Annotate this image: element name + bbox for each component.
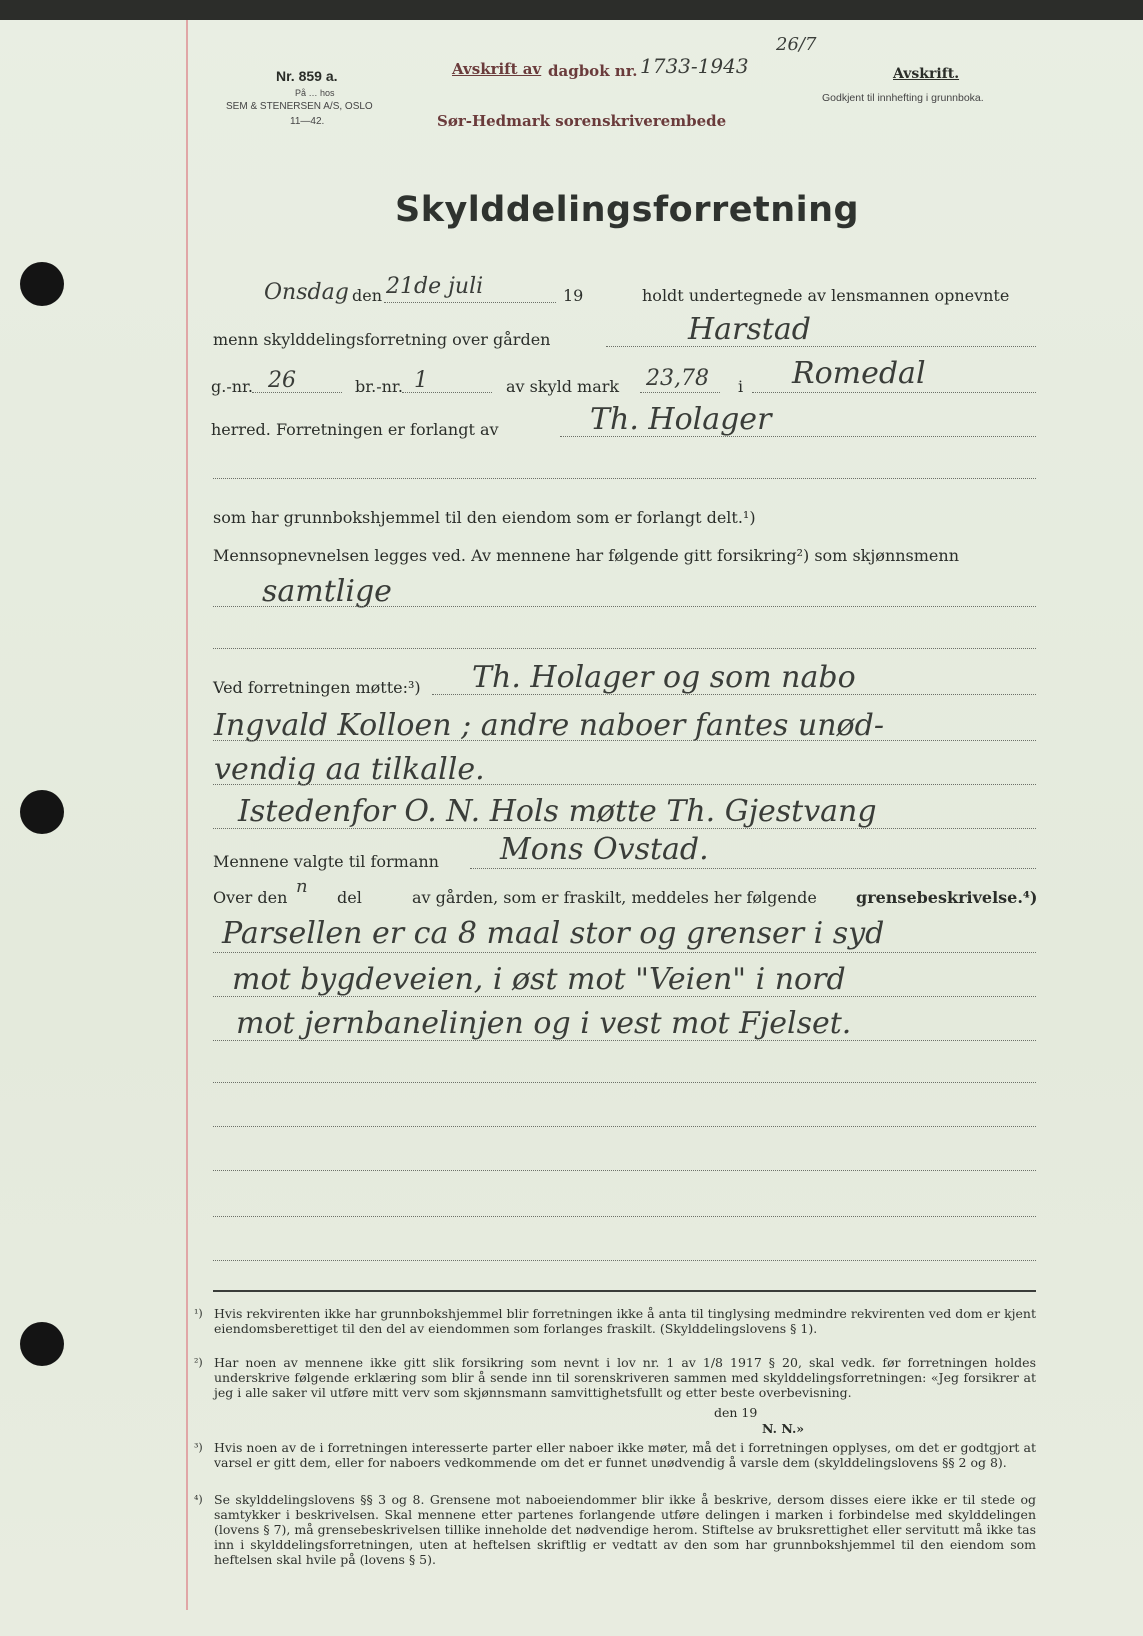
right-title: Avskrift. [893, 66, 960, 82]
footnote-text: Hvis rekvirenten ikke har grunnbokshjemmel blir forretningen ikke å anta til tinglysing medmindre rekvirenten ved dom er kjent eiendomsberettiget til den del av eiendommen som forlanges fraskilt. (Skylddelingslovens § 1). [214, 1306, 1036, 1336]
fill-line [213, 740, 1036, 741]
fill-line [213, 1170, 1036, 1171]
onsdag-text: Onsdag [264, 280, 349, 305]
menn-text: menn skylddelingsforretning over gården [213, 330, 551, 349]
gnr-value: 26 [268, 368, 296, 393]
municipality: Romedal [792, 356, 926, 391]
fill-line [560, 436, 1036, 437]
punch-hole [20, 1322, 64, 1366]
footnote-mark: ²) [194, 1356, 203, 1369]
fill-line [213, 1216, 1036, 1217]
fill-line [213, 648, 1036, 649]
stamp-office: Sør-Hedmark sorenskriverembede [437, 112, 727, 130]
requested-by: Th. Holager [590, 402, 772, 437]
motte-line: vendig aa tilkalle. [214, 752, 485, 787]
motte-line: Ingvald Kolloen ; andre naboer fantes unød- [214, 708, 884, 743]
fill-line [213, 996, 1036, 997]
footnote [194, 1306, 1036, 1336]
fill-line [470, 868, 1036, 869]
footnote-text: Har noen av mennene ikke gitt slik forsikring som nevnt i lov nr. 1 av 1/8 1917 § 20, skal vedk. før forretningen holdes underskrive følgende erklæring som blir å sende inn til sorenskriveren sammen med skylddelingsforretningen: «Jeg forsikrer at jeg i alle saker vil utføre mitt verv som skjønnsmann samvittighetsfullt og etter beste overbevisning. [214, 1355, 1036, 1400]
farm-name: Harstad [688, 312, 811, 347]
fill-line [252, 392, 342, 393]
den-label: den [352, 286, 383, 305]
fill-line [384, 302, 556, 303]
fill-line [213, 828, 1036, 829]
formann-label: Mennene valgte til formann [213, 852, 439, 871]
margin-line [186, 20, 188, 1610]
fill-line [432, 694, 1036, 695]
form-number: Nr. 859 a. [276, 68, 338, 84]
date-note: 26/7 [776, 34, 817, 55]
fill-line [213, 478, 1036, 479]
fill-line [213, 1260, 1036, 1261]
printer-line: 11—42. [290, 116, 325, 127]
motte-line: Istedenfor O. N. Hols møtte Th. Gjestvang [238, 794, 877, 829]
i-label: i [738, 377, 744, 396]
fill-line [640, 392, 720, 393]
motte-line: Th. Holager og som nabo [472, 660, 856, 695]
del-label: del [337, 888, 362, 907]
skyld-label: av skyld mark [506, 377, 620, 396]
fill-line [402, 392, 492, 393]
footnote [194, 1355, 1036, 1400]
formann-value: Mons Ovstad. [500, 832, 709, 867]
document-title: Skylddelingsforretning [395, 190, 860, 230]
stamp-avskrift-av: Avskrift av [452, 60, 542, 78]
printer-line: SEM & STENERSEN A/S, OSLO [226, 101, 373, 112]
fill-line [213, 606, 1036, 607]
herred-text: herred. Forretningen er forlangt av [211, 420, 499, 439]
motte-label: Ved forretningen møtte:³) [213, 678, 421, 697]
over-hand: n [296, 876, 308, 897]
fill-line [752, 392, 1036, 393]
right-subtitle: Godkjent til innhefting i grunnboka. [822, 92, 984, 104]
grense-line: mot bygdeveien, i øst mot "Veien" i nord [232, 962, 846, 997]
punch-hole [20, 262, 64, 306]
fill-line [213, 1040, 1036, 1041]
dagbok-number: 1733-1943 [640, 54, 749, 78]
gnr-label: g.-nr. [211, 377, 254, 396]
forsikring-value: samtlige [262, 574, 392, 609]
year-prefix: 19 [563, 286, 584, 305]
footnote-signature: N. N.» [762, 1421, 805, 1436]
footnote-mark: ³) [194, 1441, 203, 1454]
mennsop-text: Mennsopnevnelsen legges ved. Av mennene har følgende gitt forsikring²) som skjønnsmenn [213, 546, 960, 565]
stamp-dagbok: dagbok nr. [548, 62, 638, 80]
scan-edge [0, 0, 1143, 20]
brnr-value: 1 [414, 368, 428, 393]
grense-label: grensebeskrivelse.⁴) [856, 888, 1038, 907]
punch-hole [20, 790, 64, 834]
footnote [194, 1492, 1036, 1567]
fill-line [213, 1126, 1036, 1127]
footnote [194, 1440, 1036, 1470]
footnote-mark: ¹) [194, 1307, 203, 1320]
footnote-mark: ⁴) [194, 1493, 203, 1506]
fill-line [213, 952, 1036, 953]
footnote-date-line: den 19 [714, 1405, 758, 1420]
hjemmel-text: som har grunnbokshjemmel til den eiendom som er forlangt delt.¹) [213, 508, 756, 527]
brnr-label: br.-nr. [355, 377, 403, 396]
holdt-text: holdt undertegnede av lensmannen opnevnte [642, 286, 1010, 305]
grense-line: mot jernbanelinjen og i vest mot Fjelset. [236, 1006, 852, 1041]
footnote-text: Se skylddelingslovens §§ 3 og 8. Grensene mot naboeiendommer blir ikke å beskrive, dersom disses eiere ikke er til stede og samtykker i beskrivelsen. Skal mennene etter partenes forlangende utføre delingen i marken i forbindelse med skylddelingen (lovens § 7), må grensebeskrivelsen tillike inneholde det nødvendige herom. Stiftelse av bruksrettighet eller servitutt må ikke tas inn i skylddelingsforretningen, uten at heftelsen skriftlig er vedtatt av den som har grunnbokshjemmel til den eiendom som heftelsen skal hvile på (lovens § 5). [214, 1492, 1036, 1567]
footnote-text: Hvis noen av de i forretningen interesserte parter eller naboer ikke møter, må det i forretningen opplyses, om det er godtgjort at varsel er gitt dem, eller for naboers vedkommende om det er funnet unødvendig å varsle dem (skylddelingslovens §§ 2 og 8). [214, 1440, 1036, 1470]
grense-line: Parsellen er ca 8 maal stor og grenser i syd [222, 916, 885, 951]
fill-line [213, 784, 1036, 785]
over-label: Over den [213, 888, 288, 907]
printer-line: På … hos [295, 88, 335, 98]
fill-line [213, 1082, 1036, 1083]
date-value: 21de juli [386, 274, 484, 299]
fill-line [606, 346, 1036, 347]
skyld-value: 23,78 [646, 366, 709, 391]
footnote-divider [213, 1290, 1036, 1292]
over-rest: av gården, som er fraskilt, meddeles her følgende [412, 888, 817, 907]
